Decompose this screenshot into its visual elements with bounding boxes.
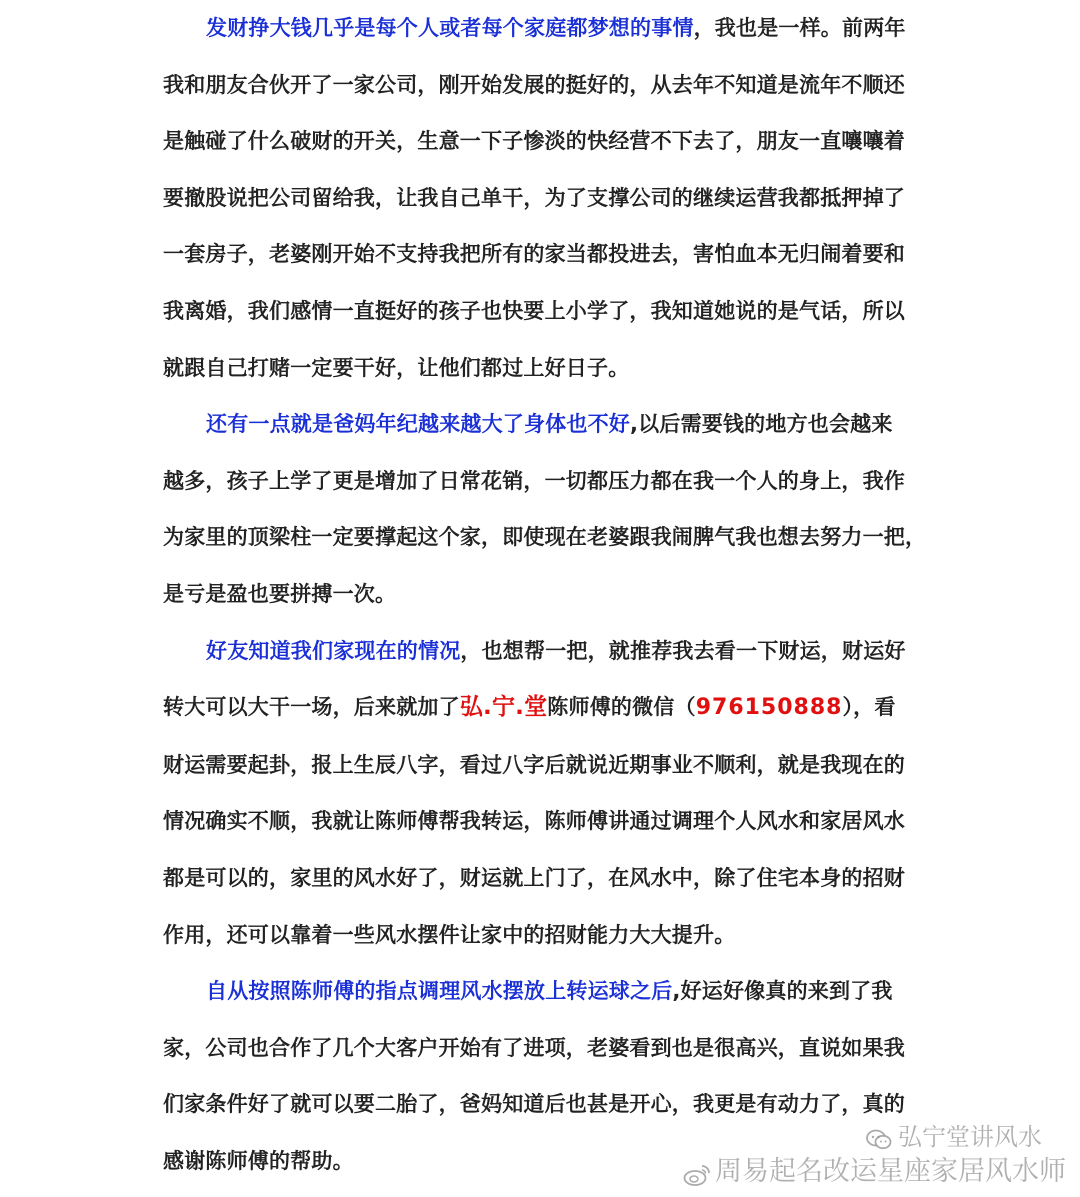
highlight-text: 好友知道我们家现在的情况 bbox=[206, 638, 461, 663]
text-line: 家，公司也合作了几个大客户开始有了进项，老婆看到也是很高兴，直说如果我 bbox=[163, 1035, 905, 1060]
text-line: 感谢陈师傅的帮助。 bbox=[163, 1148, 354, 1173]
text-line: 情况确实不顺，我就让陈师傅帮我转运，陈师傅讲通过调理个人风水和家居风水 bbox=[163, 809, 905, 834]
text-line: 是触碰了什么破财的开关，生意一下子惨淡的快经营不下去了，朋友一直嚷嚷着 bbox=[163, 129, 905, 154]
highlight-text: 自从按照陈师傅的指点调理风水摆放上转运球之后 bbox=[206, 979, 673, 1004]
text-line: 作用，还可以靠着一些风水摆件让家中的招财能力大大提升。 bbox=[163, 922, 736, 947]
highlight-text: 还有一点就是爸妈年纪越来越大了身体也不好 bbox=[206, 412, 630, 437]
watermark-subtitle: 周易起名改运星座家居风水师 bbox=[715, 1156, 1066, 1187]
text-fragment: ），看 bbox=[842, 695, 896, 720]
text-line: 都是可以的，家里的风水好了，财运就上门了，在风水中，除了住宅本身的招财 bbox=[163, 865, 905, 890]
brand-name: 弘.宁.堂 bbox=[459, 694, 548, 721]
text-line: 为家里的顶梁柱一定要撑起这个家，即使现在老婆跟我闹脾气我也想去努力一把， bbox=[163, 525, 927, 550]
text-line: 们家条件好了就可以要二胎了，爸妈知道后也甚是开心，我更是有动力了，真的 bbox=[163, 1092, 905, 1117]
text-line bbox=[163, 396, 933, 453]
text-line bbox=[163, 963, 933, 1020]
watermark bbox=[683, 1120, 1066, 1190]
text-line bbox=[163, 0, 933, 57]
paragraph-3 bbox=[163, 623, 933, 964]
text-fragment: ，也想帮一把，就推荐我去看一下财运，财运好 bbox=[460, 638, 906, 663]
text-line bbox=[163, 623, 933, 680]
text-line: 是亏是盈也要拼搏一次。 bbox=[163, 581, 397, 606]
text-line: 财运需要起卦，报上生辰八字，看过八字后就说近期事业不顺利，就是我现在的 bbox=[163, 752, 905, 777]
text-line: 我离婚，我们感情一直挺好的孩子也快要上小学了，我知道她说的是气话，所以 bbox=[163, 298, 905, 323]
paragraph-2 bbox=[163, 396, 933, 622]
text-fragment: ,以后需要钱的地方也会越来 bbox=[630, 412, 893, 437]
text-line: 就跟自己打赌一定要干好，让他们都过上好日子。 bbox=[163, 355, 630, 380]
article-body bbox=[163, 0, 933, 1189]
watermark-line-2 bbox=[683, 1154, 1066, 1190]
watermark-account-name: 弘宁堂讲风水 bbox=[898, 1123, 1042, 1151]
text-fragment: 转大可以大干一场，后来就加了 bbox=[163, 695, 460, 720]
text-fragment: ,好运好像真的来到了我 bbox=[672, 979, 893, 1004]
highlight-text: 发财挣大钱几乎是每个人或者每个家庭都梦想的事情 bbox=[206, 16, 694, 40]
text-fragment: ，我也是一样。前两年 bbox=[693, 16, 906, 40]
wechat-icon bbox=[866, 1126, 892, 1148]
text-line: 一套房子，老婆刚开始不支持我把所有的家当都投进去，害怕血本无归闹着要和 bbox=[163, 242, 905, 267]
weibo-icon bbox=[683, 1161, 709, 1183]
text-line: 要撤股说把公司留给我，让我自己单干，为了支撑公司的继续运营我都抵押掉了 bbox=[163, 185, 905, 210]
watermark-line-1 bbox=[683, 1120, 1042, 1154]
text-line bbox=[163, 679, 933, 737]
text-fragment: 陈师傅的微信（ bbox=[547, 695, 696, 720]
text-line: 我和朋友合伙开了一家公司，刚开始发展的挺好的，从去年不知道是流年不顺还 bbox=[163, 72, 905, 97]
wechat-id: 976150888 bbox=[695, 695, 843, 721]
text-line: 越多，孩子上学了更是增加了日常花销，一切都压力都在我一个人的身上，我作 bbox=[163, 468, 905, 493]
paragraph-1 bbox=[163, 0, 933, 396]
